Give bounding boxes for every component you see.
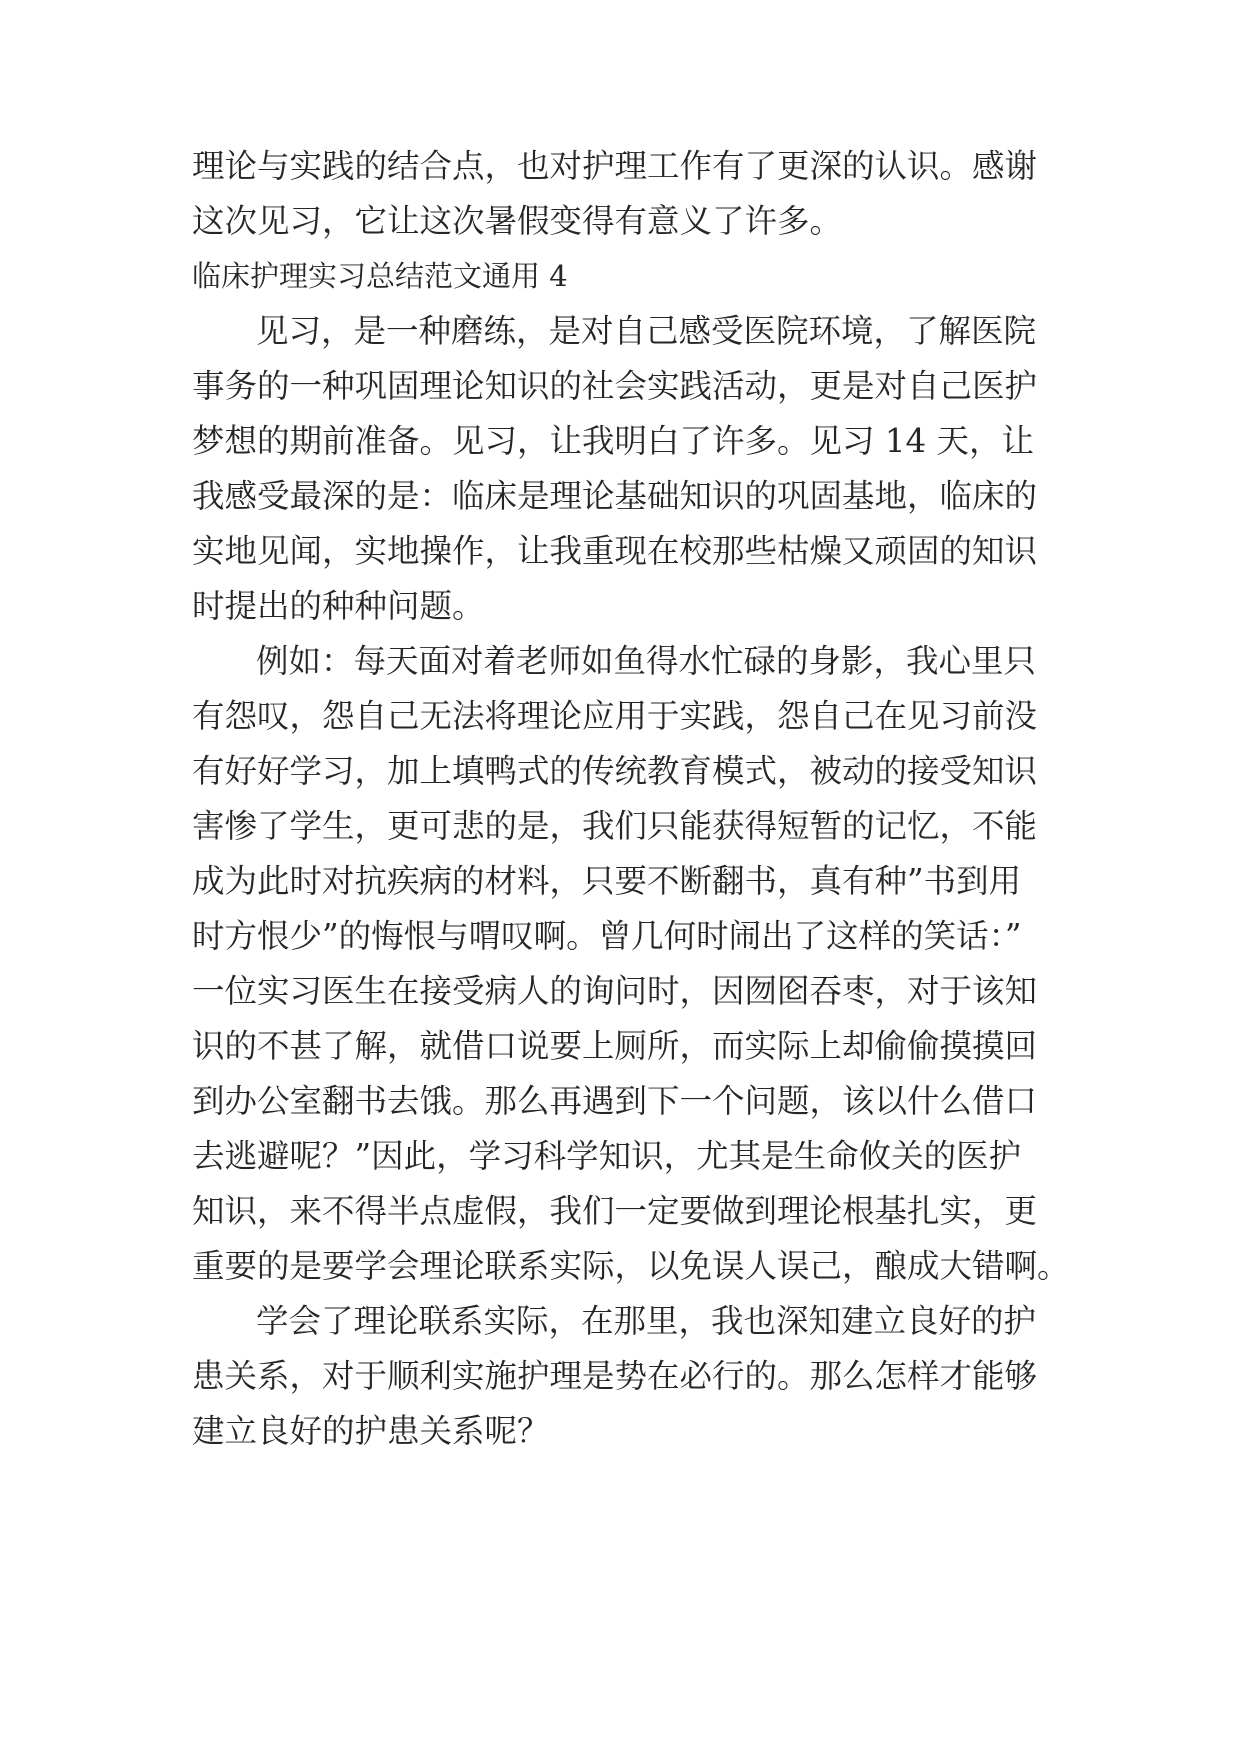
text-line: 事务的一种巩固理论知识的社会实践活动，更是对自己医护 bbox=[192, 367, 1038, 405]
text-line: 建立良好的护患关系呢？ bbox=[192, 1412, 550, 1450]
text-line: 到办公室翻书去饿。那么再遇到下一个问题，该以什么借口 bbox=[192, 1082, 1038, 1120]
text-line: 时方恨少”的悔恨与喟叹啊。曾几何时闹出了这样的笑话：” bbox=[192, 917, 1022, 955]
text-line: 梦想的期前准备。见习，让我明白了许多。见习 14 天，让 bbox=[192, 422, 1035, 460]
text-line: 实地见闻，实地操作，让我重现在校那些枯燥又顽固的知识 bbox=[192, 532, 1038, 570]
paragraph-first-line: 例如：每天面对着老师如鱼得水忙碌的身影，我心里只 bbox=[256, 642, 1037, 680]
text-line: 成为此时对抗疾病的材料，只要不断翻书，真有种”书到用 bbox=[192, 862, 1022, 900]
paragraph-first-line: 学会了理论联系实际，在那里，我也深知建立良好的护 bbox=[256, 1302, 1037, 1340]
text-line: 这次见习，它让这次暑假变得有意义了许多。 bbox=[192, 202, 843, 240]
text-line: 时提出的种种问题。 bbox=[192, 587, 485, 625]
text-line: 有怨叹，怨自己无法将理论应用于实践，怨自己在见习前没 bbox=[192, 697, 1038, 735]
paragraph-first-line: 见习，是一种磨练，是对自己感受医院环境，了解医院 bbox=[256, 312, 1037, 350]
text-line: 理论与实践的结合点，也对护理工作有了更深的认识。感谢 bbox=[192, 147, 1038, 185]
text-line: 我感受最深的是：临床是理论基础知识的巩固基地，临床的 bbox=[192, 477, 1038, 515]
text-line: 知识，来不得半点虚假，我们一定要做到理论根基扎实，更 bbox=[192, 1192, 1038, 1230]
text-line: 患关系，对于顺利实施护理是势在必行的。那么怎样才能够 bbox=[192, 1357, 1038, 1395]
text-line: 害惨了学生，更可悲的是，我们只能获得短暂的记忆，不能 bbox=[192, 807, 1038, 845]
section-heading: 临床护理实习总结范文通用 4 bbox=[192, 259, 568, 293]
text-line: 有好好学习，加上填鸭式的传统教育模式，被动的接受知识 bbox=[192, 752, 1038, 790]
text-line: 识的不甚了解，就借口说要上厕所，而实际上却偷偷摸摸回 bbox=[192, 1027, 1038, 1065]
text-line: 一位实习医生在接受病人的询问时，因囫囵吞枣，对于该知 bbox=[192, 972, 1038, 1010]
text-line: 去逃避呢？”因此，学习科学知识，尤其是生命攸关的医护 bbox=[192, 1137, 1022, 1175]
text-line: 重要的是要学会理论联系实际，以免误人误己，酿成大错啊。 bbox=[192, 1247, 1070, 1285]
